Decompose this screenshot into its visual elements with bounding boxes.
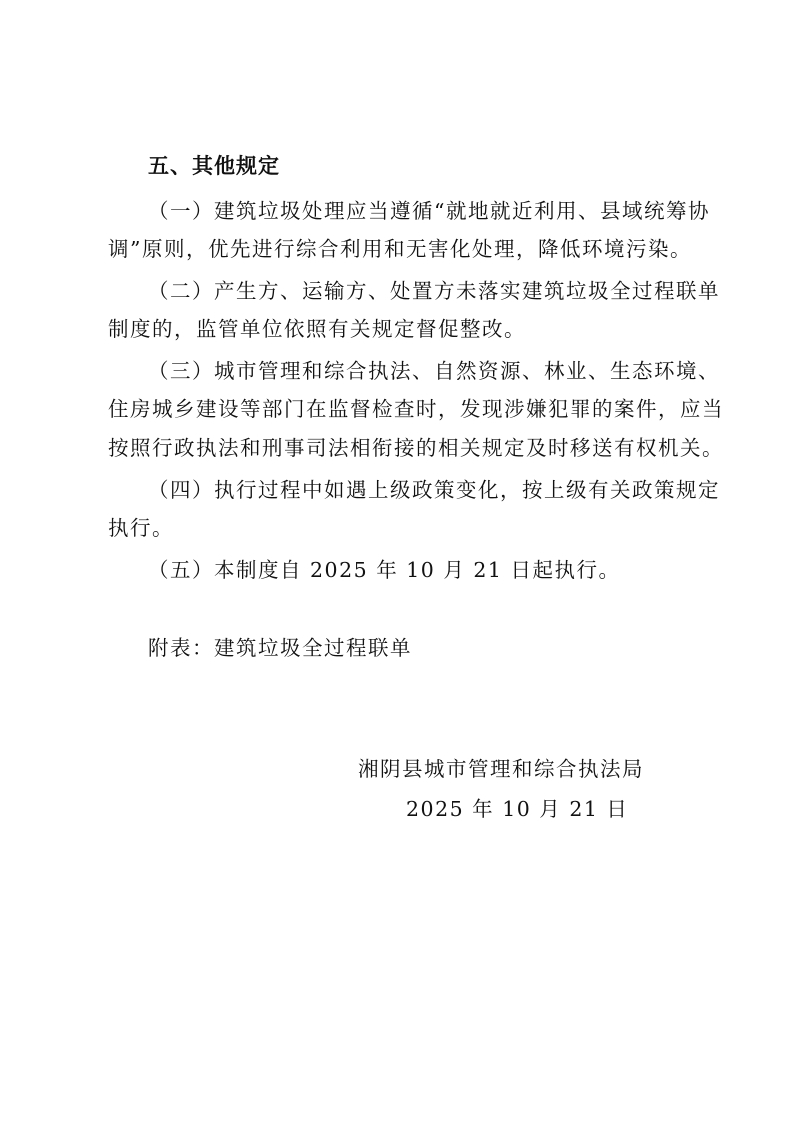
paragraph-2-line-2: 制度的，监管单位依照有关规定督促整改。 — [108, 317, 526, 341]
paragraph-5-line-1: （五）本制度自 2025 年 10 月 21 日起执行。 — [148, 558, 621, 582]
section-heading: 五、其他规定 — [148, 154, 280, 178]
paragraph-3-line-3: 按照行政执法和刑事司法相衔接的相关规定及时移送有权机关。 — [108, 436, 724, 460]
attachment-note: 附表：建筑垃圾全过程联单 — [148, 636, 412, 660]
paragraph-3-line-2: 住房城乡建设等部门在监督检查时，发现涉嫌犯罪的案件，应当 — [108, 397, 724, 421]
signature-date: 2025 年 10 月 21 日 — [406, 797, 629, 821]
paragraph-3-line-1: （三）城市管理和综合执法、自然资源、林业、生态环境、 — [148, 359, 720, 383]
paragraph-1-line-2: 调”原则，优先进行综合利用和无害化处理，降低环境污染。 — [108, 237, 692, 261]
signature-organization: 湘阴县城市管理和综合执法局 — [358, 757, 644, 781]
paragraph-4-line-1: （四）执行过程中如遇上级政策变化，按上级有关政策规定 — [148, 478, 720, 502]
paragraph-4-line-2: 执行。 — [108, 516, 174, 540]
paragraph-2-line-1: （二）产生方、运输方、处置方未落实建筑垃圾全过程联单 — [148, 279, 720, 303]
paragraph-1-line-1: （一）建筑垃圾处理应当遵循“就地就近利用、县域统筹协 — [148, 199, 710, 223]
